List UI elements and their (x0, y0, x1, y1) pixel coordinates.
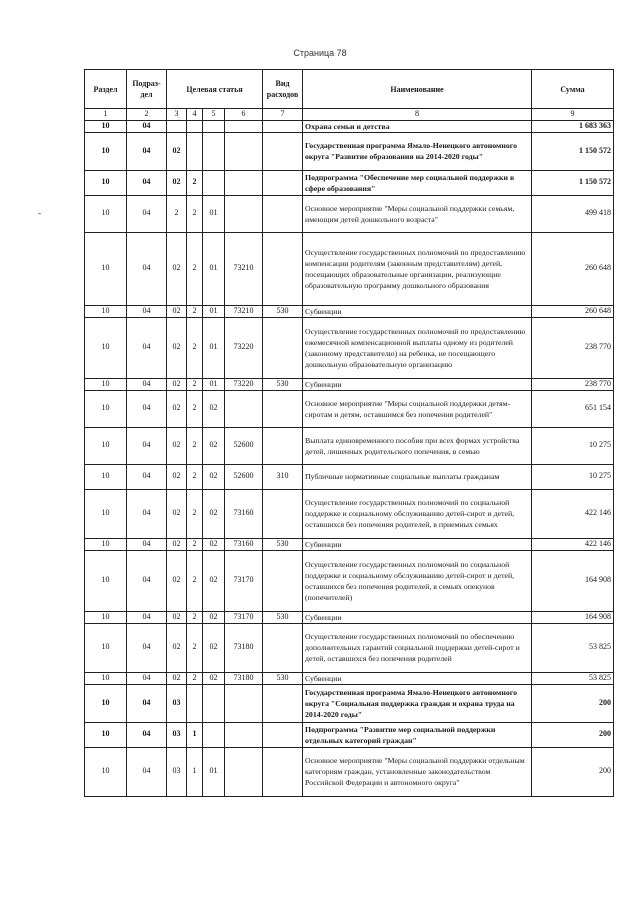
program-cell: 02 (167, 538, 187, 550)
program-cell: 02 (167, 623, 187, 672)
program-cell (167, 120, 187, 132)
razdel-cell: 10 (85, 195, 127, 232)
program-cell: 02 (167, 232, 187, 305)
razdel-cell: 10 (85, 722, 127, 747)
table-row (85, 427, 614, 464)
subprogram-cell: 2 (187, 550, 203, 611)
summa-cell: 10 275 (532, 464, 614, 489)
subprogram-cell: 2 (187, 232, 203, 305)
table-body (85, 70, 614, 797)
activity-cell (203, 684, 225, 722)
header-podrazdel: Подраз-дел (127, 70, 167, 109)
direction-cell (225, 722, 263, 747)
vid-rashodov-cell: 310 (263, 464, 303, 489)
razdel-cell: 10 (85, 378, 127, 390)
razdel-cell: 10 (85, 132, 127, 170)
column-number-row (85, 109, 614, 121)
podrazdel-cell: 04 (127, 722, 167, 747)
direction-cell: 73210 (225, 232, 263, 305)
razdel-cell: 10 (85, 684, 127, 722)
subprogram-cell: 2 (187, 317, 203, 378)
col-number: 8 (303, 109, 532, 121)
direction-cell: 73170 (225, 611, 263, 623)
podrazdel-cell: 04 (127, 195, 167, 232)
vid-rashodov-cell (263, 232, 303, 305)
summa-cell: 238 770 (532, 317, 614, 378)
direction-cell: 73160 (225, 538, 263, 550)
naimenovanie-cell: Субвенции (303, 305, 532, 317)
subprogram-cell: 2 (187, 390, 203, 427)
podrazdel-cell: 04 (127, 120, 167, 132)
activity-cell: 01 (203, 232, 225, 305)
direction-cell (225, 170, 263, 195)
subprogram-cell (187, 120, 203, 132)
subprogram-cell: 2 (187, 170, 203, 195)
vid-rashodov-cell (263, 427, 303, 464)
podrazdel-cell: 04 (127, 232, 167, 305)
activity-cell: 02 (203, 550, 225, 611)
program-cell: 02 (167, 464, 187, 489)
razdel-cell: 10 (85, 611, 127, 623)
podrazdel-cell: 04 (127, 623, 167, 672)
naimenovanie-cell: Осуществление государственных полномочий по предоставлению компенсации родителям (законным представителям) детей, посещающих образовательные организации, реализующие образовательную программу дошкольного образования (303, 232, 532, 305)
podrazdel-cell: 04 (127, 305, 167, 317)
program-cell: 02 (167, 672, 187, 684)
table-row (85, 489, 614, 538)
program-cell: 03 (167, 747, 187, 796)
vid-rashodov-cell (263, 747, 303, 796)
podrazdel-cell: 04 (127, 672, 167, 684)
header-naimenovanie: Наименование (303, 70, 532, 109)
razdel-cell: 10 (85, 538, 127, 550)
program-cell: 03 (167, 684, 187, 722)
vid-rashodov-cell (263, 170, 303, 195)
vid-rashodov-cell: 530 (263, 672, 303, 684)
naimenovanie-cell: Осуществление государственных полномочий по предоставлению ежемесячной компенсационной выплаты одному из родителей (законному представителю) на ребенка, не посещающего дошкольную образовательную организацию (303, 317, 532, 378)
subprogram-cell: 2 (187, 672, 203, 684)
table-row (85, 305, 614, 317)
col-number: 5 (203, 109, 225, 121)
vid-rashodov-cell (263, 120, 303, 132)
program-cell: 03 (167, 722, 187, 747)
razdel-cell: 10 (85, 232, 127, 305)
direction-cell: 73220 (225, 378, 263, 390)
naimenovanie-cell: Субвенции (303, 672, 532, 684)
summa-cell: 200 (532, 722, 614, 747)
program-cell: 2 (167, 195, 187, 232)
summa-cell: 651 154 (532, 390, 614, 427)
subprogram-cell: 2 (187, 623, 203, 672)
direction-cell (225, 132, 263, 170)
col-number: 3 (167, 109, 187, 121)
table-row (85, 611, 614, 623)
naimenovanie-cell: Осуществление государственных полномочий по социальной поддержке и социальному обслуживанию детей-сирот и детей, оставшихся без попечения родителей, в приемных семьях (303, 489, 532, 538)
vid-rashodov-cell (263, 623, 303, 672)
direction-cell: 73210 (225, 305, 263, 317)
activity-cell (203, 170, 225, 195)
activity-cell: 02 (203, 464, 225, 489)
podrazdel-cell: 04 (127, 489, 167, 538)
naimenovanie-cell: Субвенции (303, 611, 532, 623)
table-row (85, 195, 614, 232)
direction-cell (225, 747, 263, 796)
table-row (85, 684, 614, 722)
summa-cell: 260 648 (532, 232, 614, 305)
activity-cell: 02 (203, 611, 225, 623)
vid-rashodov-cell (263, 550, 303, 611)
table-row (85, 747, 614, 796)
naimenovanie-cell: Выплата единовременного пособия при всех формах устройства детей, лишенных родительского попечения, в семью (303, 427, 532, 464)
podrazdel-cell: 04 (127, 427, 167, 464)
subprogram-cell: 1 (187, 747, 203, 796)
direction-cell: 52600 (225, 427, 263, 464)
podrazdel-cell: 04 (127, 538, 167, 550)
direction-cell (225, 390, 263, 427)
razdel-cell: 10 (85, 120, 127, 132)
header-vid-rashodov: Вид расходов (263, 70, 303, 109)
table-row (85, 623, 614, 672)
program-cell: 02 (167, 489, 187, 538)
naimenovanie-cell: Осуществление государственных полномочий по обеспечению дополнительных гарантий социальной поддержки детей-сирот и детей, оставшихся без попечения родителей (303, 623, 532, 672)
podrazdel-cell: 04 (127, 684, 167, 722)
direction-cell (225, 684, 263, 722)
program-cell: 02 (167, 611, 187, 623)
table-row (85, 232, 614, 305)
summa-cell: 1 150 572 (532, 170, 614, 195)
table-row (85, 722, 614, 747)
summa-cell: 10 275 (532, 427, 614, 464)
direction-cell: 73220 (225, 317, 263, 378)
table-row (85, 120, 614, 132)
col-number: 6 (225, 109, 263, 121)
table-row (85, 378, 614, 390)
summa-cell: 200 (532, 747, 614, 796)
subprogram-cell: 2 (187, 195, 203, 232)
activity-cell: 02 (203, 489, 225, 538)
vid-rashodov-cell (263, 684, 303, 722)
direction-cell: 52600 (225, 464, 263, 489)
razdel-cell: 10 (85, 623, 127, 672)
activity-cell: 01 (203, 378, 225, 390)
podrazdel-cell: 04 (127, 170, 167, 195)
activity-cell: 02 (203, 672, 225, 684)
naimenovanie-cell: Основное мероприятие "Меры социальной поддержки детям-сиротам и детям, оставшимся без попечения родителей" (303, 390, 532, 427)
summa-cell: 164 908 (532, 550, 614, 611)
header-row (85, 70, 614, 109)
table-row (85, 170, 614, 195)
podrazdel-cell: 04 (127, 132, 167, 170)
direction-cell (225, 195, 263, 232)
table-row (85, 464, 614, 489)
naimenovanie-cell: Государственная программа Ямало-Ненецкого автономного округа "Социальная поддержка граждан и охрана труда на 2014-2020 годы" (303, 684, 532, 722)
program-cell: 02 (167, 317, 187, 378)
razdel-cell: 10 (85, 489, 127, 538)
program-cell: 02 (167, 550, 187, 611)
activity-cell: 02 (203, 538, 225, 550)
col-number: 1 (85, 109, 127, 121)
subprogram-cell (187, 132, 203, 170)
summa-cell: 200 (532, 684, 614, 722)
program-cell: 02 (167, 132, 187, 170)
table-row (85, 132, 614, 170)
podrazdel-cell: 04 (127, 378, 167, 390)
table-row (85, 538, 614, 550)
col-number: 9 (532, 109, 614, 121)
table-row (85, 390, 614, 427)
direction-cell: 73160 (225, 489, 263, 538)
vid-rashodov-cell (263, 489, 303, 538)
activity-cell (203, 120, 225, 132)
vid-rashodov-cell: 530 (263, 538, 303, 550)
naimenovanie-cell: Субвенции (303, 378, 532, 390)
activity-cell: 02 (203, 427, 225, 464)
margin-mark: - (38, 208, 41, 218)
naimenovanie-cell: Осуществление государственных полномочий по социальной поддержке и социальному обслуживанию детей-сирот и детей, оставшихся без попечения родителей, в семьях опекунов (попечителей) (303, 550, 532, 611)
subprogram-cell: 2 (187, 378, 203, 390)
podrazdel-cell: 04 (127, 747, 167, 796)
razdel-cell: 10 (85, 305, 127, 317)
razdel-cell: 10 (85, 747, 127, 796)
program-cell: 02 (167, 427, 187, 464)
razdel-cell: 10 (85, 390, 127, 427)
activity-cell (203, 722, 225, 747)
razdel-cell: 10 (85, 672, 127, 684)
activity-cell (203, 132, 225, 170)
header-razdel: Раздел (85, 70, 127, 109)
subprogram-cell: 2 (187, 538, 203, 550)
page-header: Страница 78 (293, 48, 347, 58)
summa-cell: 1 683 363 (532, 120, 614, 132)
vid-rashodov-cell: 530 (263, 378, 303, 390)
col-number: 2 (127, 109, 167, 121)
naimenovanie-cell: Государственная программа Ямало-Ненецкого автономного округа "Развитие образования на 2014-2020 годы" (303, 132, 532, 170)
vid-rashodov-cell: 530 (263, 305, 303, 317)
program-cell: 02 (167, 378, 187, 390)
summa-cell: 53 825 (532, 623, 614, 672)
summa-cell: 1 150 572 (532, 132, 614, 170)
vid-rashodov-cell (263, 722, 303, 747)
subprogram-cell (187, 684, 203, 722)
vid-rashodov-cell (263, 390, 303, 427)
summa-cell: 422 146 (532, 489, 614, 538)
direction-cell: 73170 (225, 550, 263, 611)
naimenovanie-cell: Основное мероприятие "Меры социальной поддержки отдельным категориям граждан, установленные законодательством Российской Федерации и автономного округа" (303, 747, 532, 796)
activity-cell: 01 (203, 747, 225, 796)
vid-rashodov-cell (263, 195, 303, 232)
subprogram-cell: 2 (187, 489, 203, 538)
activity-cell: 01 (203, 195, 225, 232)
header-tselevaya-statya: Целевая статья (167, 70, 263, 109)
summa-cell: 422 146 (532, 538, 614, 550)
summa-cell: 499 418 (532, 195, 614, 232)
naimenovanie-cell: Субвенции (303, 538, 532, 550)
vid-rashodov-cell: 530 (263, 611, 303, 623)
direction-cell: 73180 (225, 623, 263, 672)
naimenovanie-cell: Охрана семьи и детства (303, 120, 532, 132)
naimenovanie-cell: Публичные нормативные социальные выплаты гражданам (303, 464, 532, 489)
direction-cell (225, 120, 263, 132)
summa-cell: 53 825 (532, 672, 614, 684)
razdel-cell: 10 (85, 170, 127, 195)
budget-table (84, 69, 614, 797)
vid-rashodov-cell (263, 317, 303, 378)
razdel-cell: 10 (85, 427, 127, 464)
podrazdel-cell: 04 (127, 611, 167, 623)
subprogram-cell: 2 (187, 427, 203, 464)
activity-cell: 02 (203, 623, 225, 672)
summa-cell: 260 648 (532, 305, 614, 317)
program-cell: 02 (167, 305, 187, 317)
podrazdel-cell: 04 (127, 464, 167, 489)
naimenovanie-cell: Подпрограмма "Развитие мер социальной поддержки отдельных категорий граждан" (303, 722, 532, 747)
razdel-cell: 10 (85, 317, 127, 378)
subprogram-cell: 1 (187, 722, 203, 747)
naimenovanie-cell: Подпрограмма "Обеспечение мер социальной поддержки в сфере образования" (303, 170, 532, 195)
activity-cell: 02 (203, 390, 225, 427)
naimenovanie-cell: Основное мероприятие "Меры социальной поддержки семьям, имеющим детей дошкольного возраста" (303, 195, 532, 232)
podrazdel-cell: 04 (127, 317, 167, 378)
program-cell: 02 (167, 170, 187, 195)
razdel-cell: 10 (85, 550, 127, 611)
direction-cell: 73180 (225, 672, 263, 684)
col-number: 4 (187, 109, 203, 121)
summa-cell: 238 770 (532, 378, 614, 390)
vid-rashodov-cell (263, 132, 303, 170)
table-row (85, 550, 614, 611)
header-summa: Сумма (532, 70, 614, 109)
table-row (85, 317, 614, 378)
col-number: 7 (263, 109, 303, 121)
activity-cell: 01 (203, 317, 225, 378)
podrazdel-cell: 04 (127, 390, 167, 427)
table-row (85, 672, 614, 684)
razdel-cell: 10 (85, 464, 127, 489)
subprogram-cell: 2 (187, 305, 203, 317)
subprogram-cell: 2 (187, 611, 203, 623)
podrazdel-cell: 04 (127, 550, 167, 611)
subprogram-cell: 2 (187, 464, 203, 489)
summa-cell: 164 908 (532, 611, 614, 623)
program-cell: 02 (167, 390, 187, 427)
activity-cell: 01 (203, 305, 225, 317)
